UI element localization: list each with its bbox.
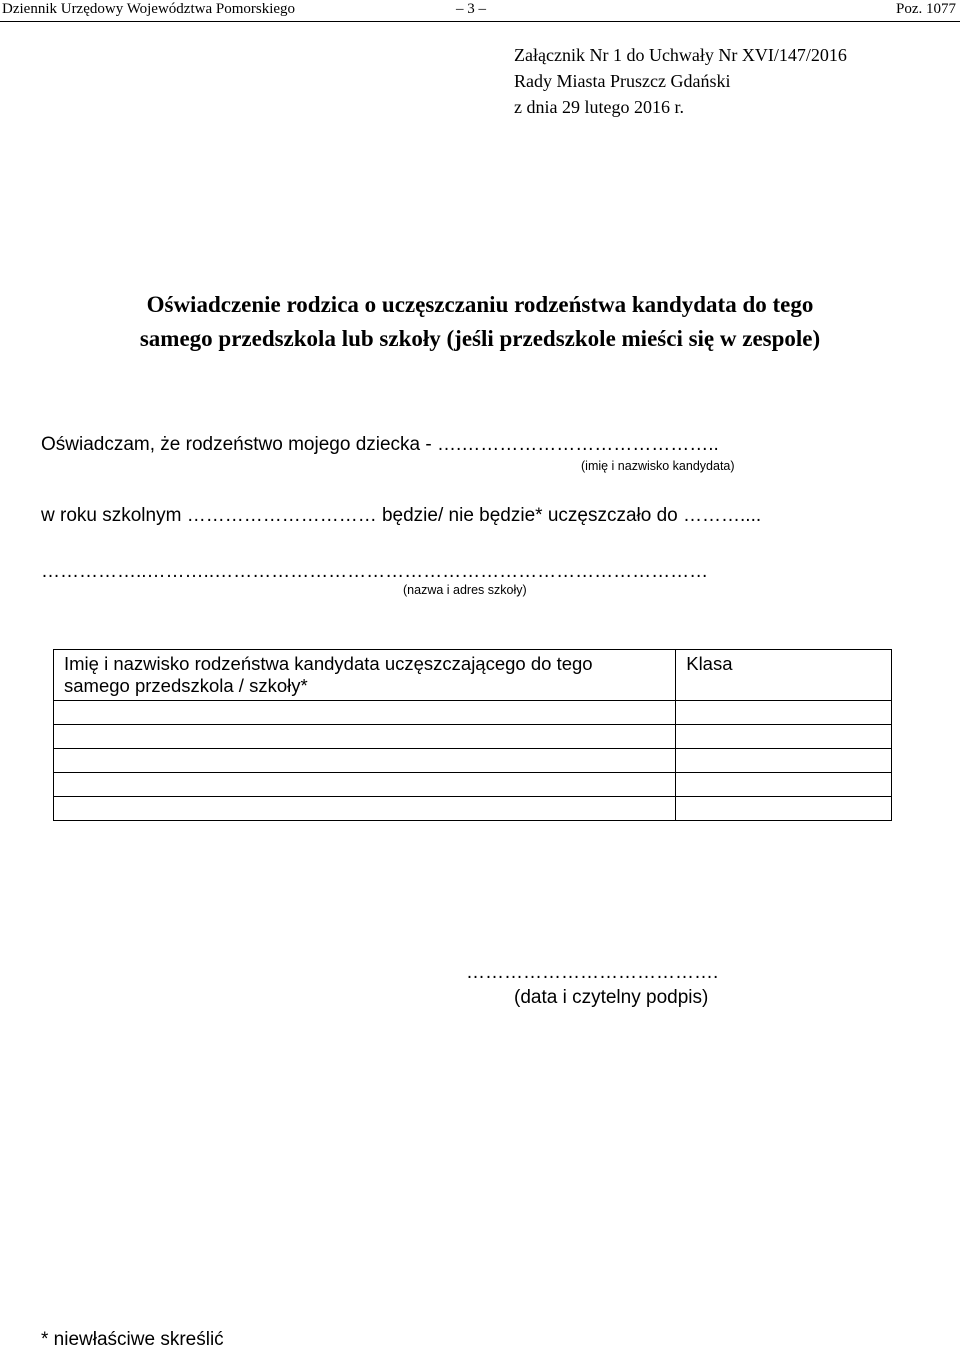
sibling-name-cell[interactable]: [54, 797, 676, 821]
signature-caption: (data i czytelny podpis): [514, 987, 709, 1008]
class-cell[interactable]: [676, 725, 892, 749]
sibling-name-header-line-2: samego przedszkola / szkoły*: [64, 675, 308, 696]
header-rule: [0, 21, 960, 22]
statement-lead: Oświadczam, że rodzeństwo mojego dziecka -: [41, 434, 437, 455]
candidate-name-field[interactable]: ….…………………………………..: [437, 434, 719, 455]
attachment-line-2: Rady Miasta Pruszcz Gdański: [514, 71, 731, 91]
sibling-name-header-line-1: Imię i nazwisko rodzeństwa kandydata uczęszczającego do tego: [64, 653, 593, 674]
sibling-name-header: [54, 650, 676, 701]
siblings-table: [53, 649, 892, 821]
attendance-text: będzie/ nie będzie* uczęszczało do: [376, 505, 684, 526]
school-address-field[interactable]: ……………..………..……………………………………………………………………: [41, 561, 709, 582]
statement-line: [41, 434, 719, 456]
table-row: [54, 773, 892, 797]
footnote: * niewłaściwe skreślić: [41, 1329, 224, 1350]
sibling-name-cell[interactable]: [54, 749, 676, 773]
sibling-name-cell[interactable]: [54, 725, 676, 749]
class-header-label: Klasa: [686, 653, 733, 674]
page-number: – 3 –: [456, 1, 486, 17]
signature-field[interactable]: ………………………………….: [466, 962, 719, 983]
document-title-line-2: samego przedszkola lub szkoły (jeśli przedszkole mieści się w zespole): [139, 326, 821, 351]
school-year-field[interactable]: …………………………: [186, 505, 377, 526]
journal-name: Dziennik Urzędowy Województwa Pomorskiego: [2, 1, 296, 17]
class-header: [676, 650, 892, 701]
class-cell[interactable]: [676, 773, 892, 797]
class-cell[interactable]: [676, 701, 892, 725]
table-header-row: [54, 650, 892, 701]
document-title-line-1: Oświadczenie rodzica o uczęszczaniu rodzeństwa kandydata do tego: [146, 292, 814, 317]
attachment-line-3: z dnia 29 lutego 2016 r.: [514, 97, 684, 117]
table-row: [54, 797, 892, 821]
candidate-name-caption: (imię i nazwisko kandydata): [581, 459, 735, 473]
table-row: [54, 749, 892, 773]
school-field-start[interactable]: ………....: [683, 505, 762, 526]
school-address-caption: (nazwa i adres szkoły): [403, 583, 527, 597]
class-cell[interactable]: [676, 749, 892, 773]
school-year-line: [41, 505, 761, 527]
sibling-name-cell[interactable]: [54, 701, 676, 725]
position-number: Poz. 1077: [896, 1, 956, 17]
school-year-label: w roku szkolnym: [41, 505, 187, 526]
table-row: [54, 725, 892, 749]
sibling-name-cell[interactable]: [54, 773, 676, 797]
class-cell[interactable]: [676, 797, 892, 821]
table-row: [54, 701, 892, 725]
attachment-line-1: Załącznik Nr 1 do Uchwały Nr XVI/147/2016: [514, 45, 847, 65]
